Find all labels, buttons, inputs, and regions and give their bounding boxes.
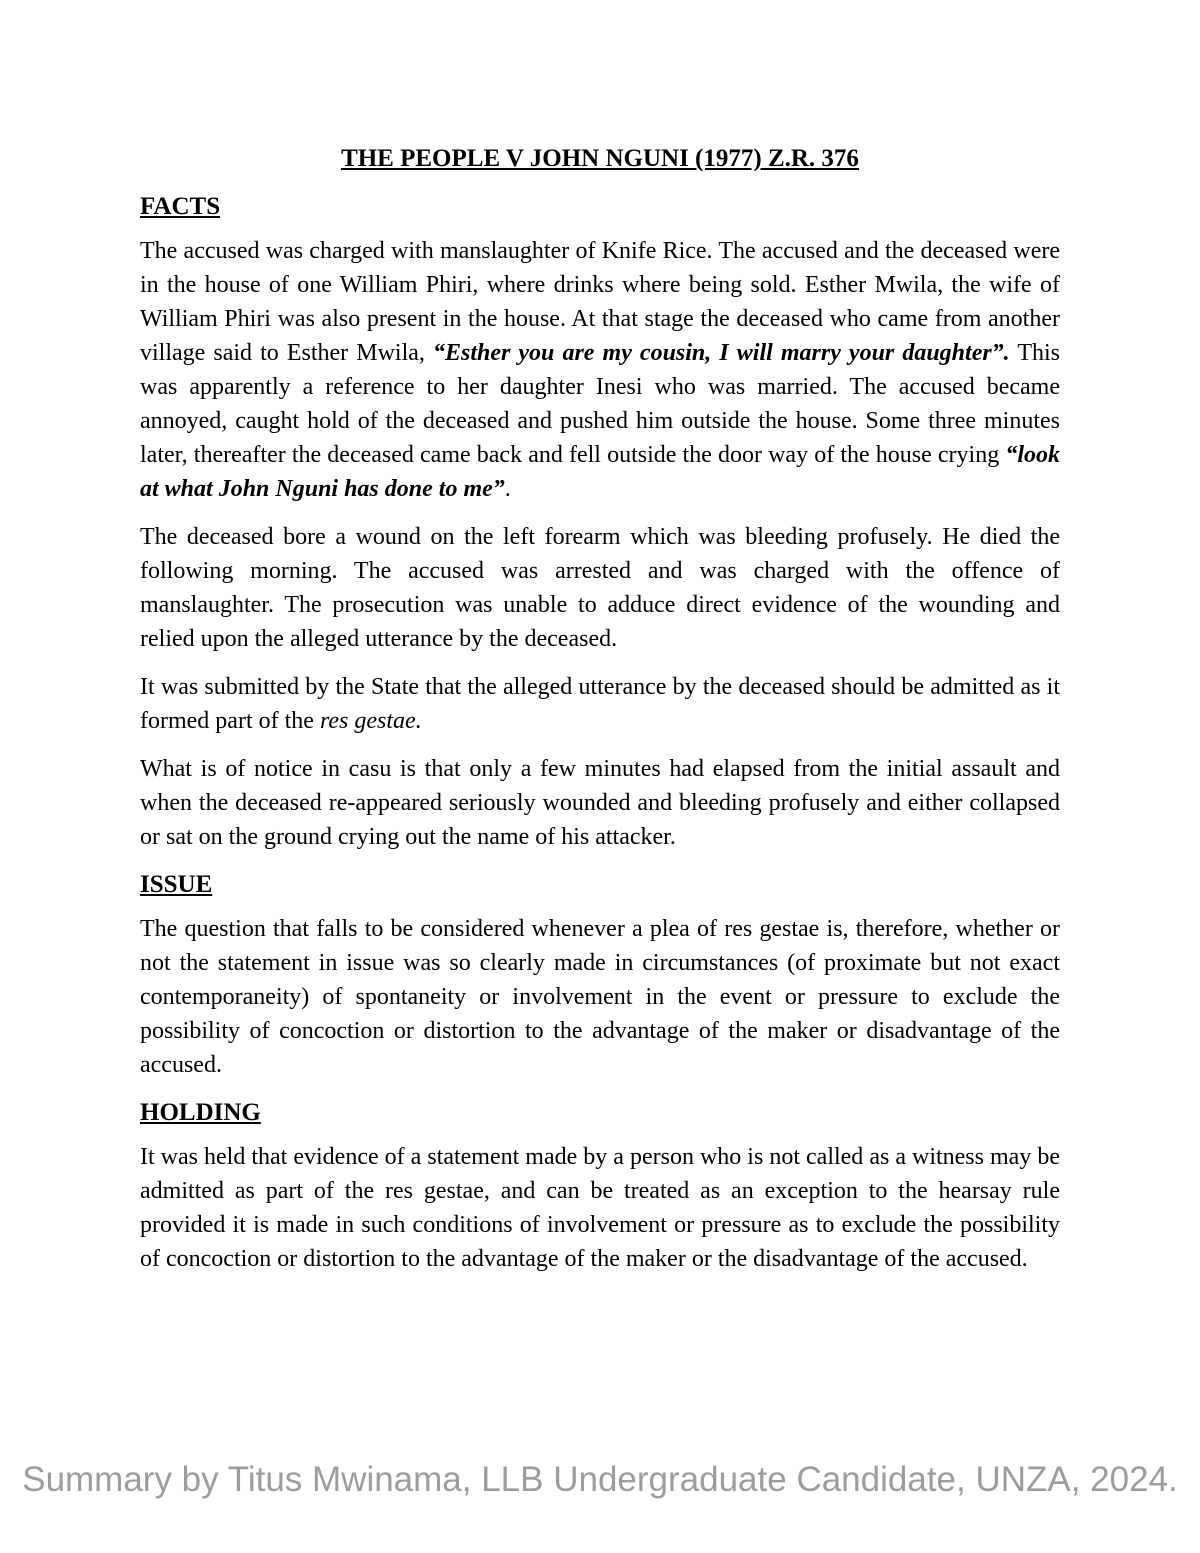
- facts-p1-quote-1: “Esther you are my cousin, I will marry your daughter”.: [432, 340, 1010, 366]
- facts-p1-text-b: This was apparently a reference to her daughter Inesi who was married. The accused became annoyed, caught hold of the deceased and pushed him outside the house. Some three minutes later, thereafter the deceased came back and fell outside the door way of the house crying: [140, 340, 1060, 468]
- facts-p3-latin: res gestae.: [319, 708, 422, 734]
- facts-paragraph-2: The deceased bore a wound on the left forearm which was bleeding profusely. He died the following morning. The accused was arrested and was charged with the offence of manslaughter. The prosecution was unable to adduce direct evidence of the wounding and relied upon the alleged utterance by the deceased.: [140, 524, 1060, 652]
- case-title: THE PEOPLE V JOHN NGUNI (1977) Z.R. 376: [341, 145, 859, 172]
- facts-heading: FACTS: [140, 193, 221, 220]
- facts-p3-text: It was submitted by the State that the alleged utterance by the deceased should be admitted as it formed part of the: [140, 674, 1060, 734]
- facts-p1-text-a: The accused was charged with manslaughter of Knife Rice. The accused and the deceased were in the house of one William Phiri, where drinks where being sold. Esther Mwila, the wife of William Phiri was also present in the house. At that stage the deceased who came from another village said to Esther Mwila,: [140, 238, 1060, 366]
- issue-paragraph: The question that falls to be considered whenever a plea of res gestae is, therefore, whether or not the statement in issue was so clearly made in circumstances (of proximate but not exact contemporaneity) of spontaneity or involvement in the event or pressure to exclude the possibility of concoction or distortion to the advantage of the maker or disadvantage of the accused.: [140, 916, 1060, 1078]
- facts-paragraph-1: [140, 234, 1060, 506]
- document-page: [140, 142, 1060, 1290]
- facts-p1-text-c: .: [504, 476, 511, 502]
- facts-p1-quote-2: “look at what John Nguni has done to me”: [140, 442, 1060, 502]
- facts-paragraph-4: What is of notice in casu is that only a few minutes had elapsed from the initial assault and when the deceased re-appeared seriously wounded and bleeding profusely and either collapsed or sat on the ground crying out the name of his attacker.: [140, 756, 1060, 850]
- issue-heading: ISSUE: [140, 871, 213, 898]
- footer-attribution: Summary by Titus Mwinama, LLB Undergraduate Candidate, UNZA, 2024.: [22, 1460, 1178, 1499]
- holding-paragraph: It was held that evidence of a statement made by a person who is not called as a witness may be admitted as part of the res gestae, and can be treated as an exception to the hearsay rule provided it is made in such conditions of involvement or pressure as to exclude the possibility of concoction or distortion to the advantage of the maker or the disadvantage of the accused.: [140, 1144, 1060, 1272]
- facts-paragraph-3: [140, 670, 1060, 738]
- holding-heading: HOLDING: [140, 1099, 261, 1126]
